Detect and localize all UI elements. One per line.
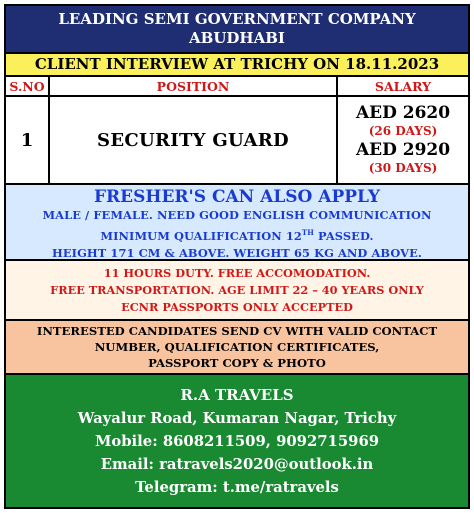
cv-line-2: NUMBER, QUALIFICATION CERTIFICATES,	[94, 340, 380, 354]
table-header	[6, 77, 468, 97]
duty-section	[6, 261, 468, 321]
cv-line-3: PASSPORT COPY & PHOTO	[148, 356, 326, 370]
fresher-section	[6, 185, 468, 261]
duty-line-1: 11 HOURS DUTY. FREE ACCOMODATION.	[103, 265, 371, 280]
salary-amount-26: AED 2620	[355, 103, 451, 123]
row-position: SECURITY GUARD	[50, 97, 338, 183]
cv-section	[6, 321, 468, 375]
contact-section	[6, 375, 468, 507]
fresher-line-1: MALE / FEMALE. NEED GOOD ENGLISH COMMUNICATION	[42, 208, 432, 222]
duty-line-2: FREE TRANSPORTATION. AGE LIMIT 22 – 40 YEARS ONLY	[50, 282, 424, 297]
company-location: ABUDHABI	[189, 29, 285, 47]
agency-address: Wayalur Road, Kumaran Nagar, Trichy	[77, 409, 397, 427]
qualification-sup: TH	[301, 228, 314, 237]
job-poster	[4, 4, 470, 509]
agency-email: Email: ratravels2020@outlook.in	[100, 455, 374, 473]
col-header-salary: SALARY	[374, 79, 432, 94]
col-header-position: POSITION	[50, 77, 338, 96]
table-row	[6, 97, 468, 185]
salary-days-30: (30 DAYS)	[368, 161, 438, 175]
interview-banner: CLIENT INTERVIEW AT TRICHY ON 18.11.2023	[6, 54, 468, 77]
row-sno: 1	[6, 97, 50, 183]
qualification-suffix: PASSED.	[313, 228, 374, 243]
qualification-text: MINIMUM QUALIFICATION 12	[100, 228, 302, 243]
duty-line-3: ECNR PASSPORTS ONLY ACCEPTED	[121, 299, 353, 314]
salary-days-26: (26 DAYS)	[368, 124, 438, 138]
col-header-sno: S.NO	[6, 77, 50, 96]
cv-line-1: INTERESTED CANDIDATES SEND CV WITH VALID CONTACT	[36, 324, 438, 338]
agency-name: R.A TRAVELS	[180, 385, 294, 404]
agency-telegram: Telegram: t.me/ratravels	[135, 478, 339, 496]
fresher-line-2	[6, 224, 468, 245]
agency-mobile: Mobile: 8608211509, 9092715969	[94, 432, 380, 450]
row-salary	[338, 97, 468, 183]
fresher-headline: FRESHER'S CAN ALSO APPLY	[93, 187, 381, 207]
company-title: LEADING SEMI GOVERNMENT COMPANY	[58, 10, 416, 28]
fresher-line-3: HEIGHT 171 CM & ABOVE. WEIGHT 65 KG AND ABOVE.	[52, 245, 422, 260]
company-header	[6, 6, 468, 54]
salary-amount-30: AED 2920	[355, 140, 451, 160]
